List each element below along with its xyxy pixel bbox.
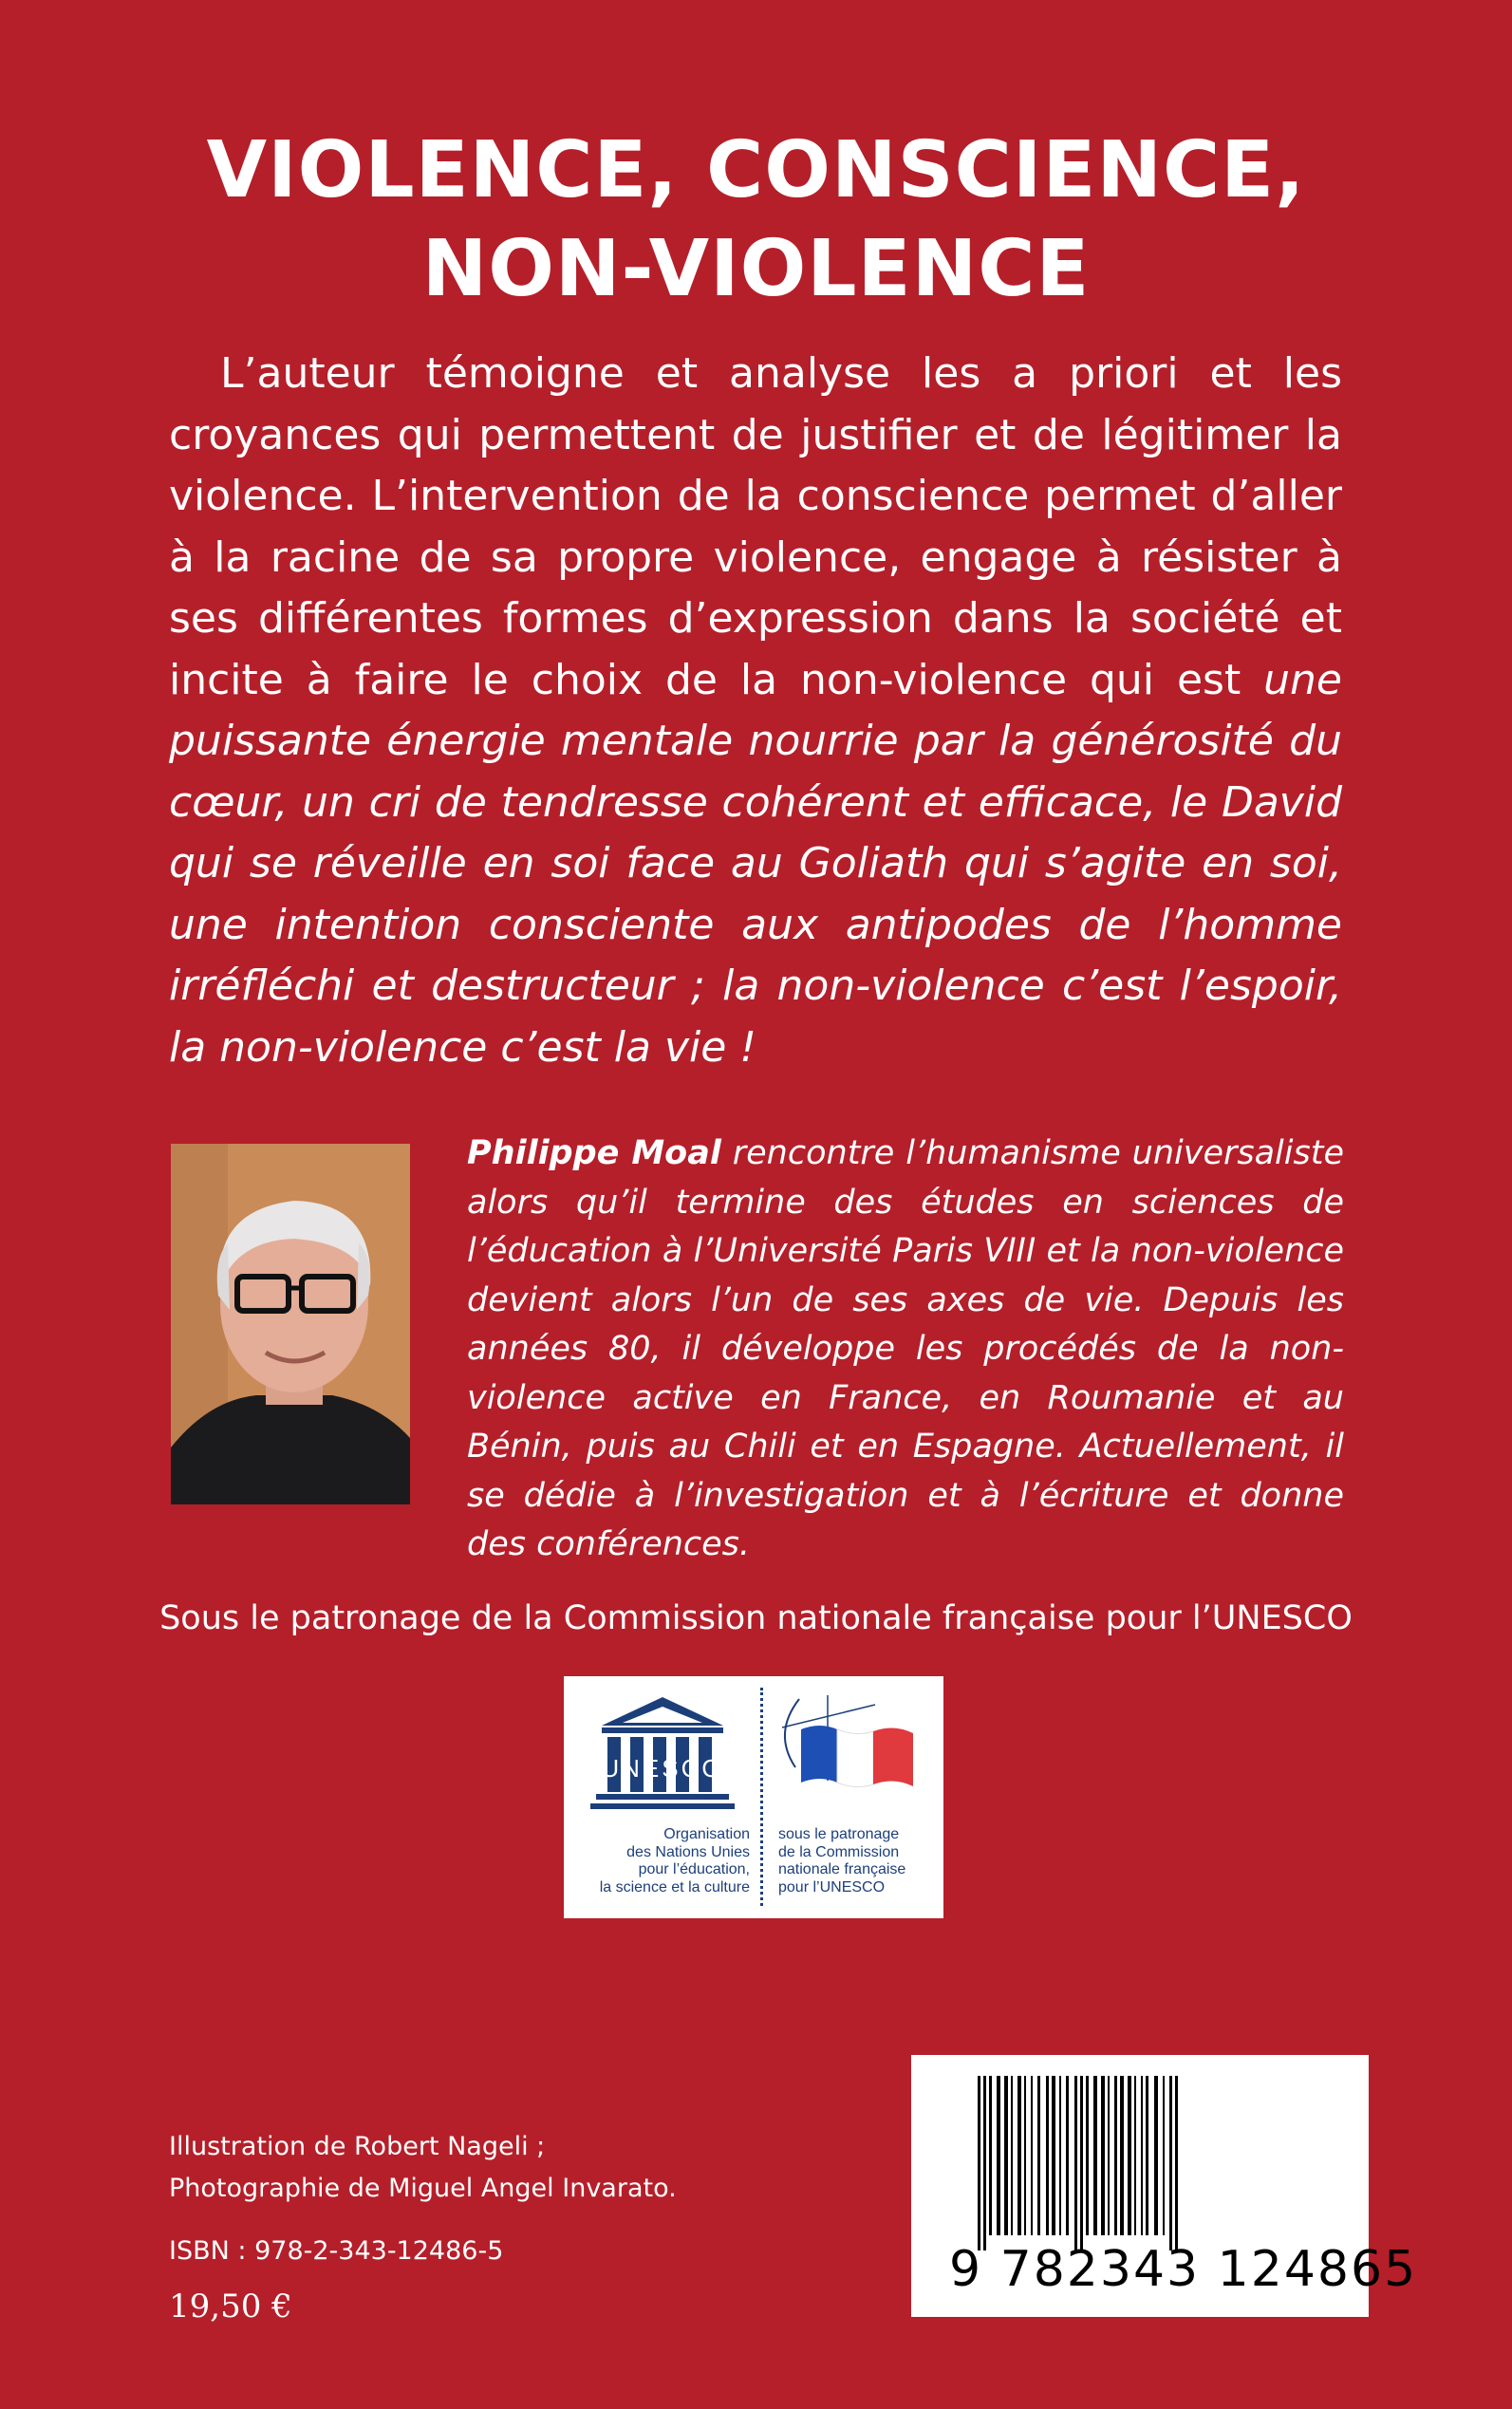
barcode-bar — [978, 2076, 980, 2250]
unesco-logo-lettering: UNESCO — [601, 1754, 724, 1783]
author-portrait-image — [171, 1144, 410, 1504]
blurb-text: L’auteur témoigne et analyse les a priori et les croyances qui permettent de justifier et de légitimer la violence. L’intervention de la conscience permet d’aller à la racine de sa propre violence, engage à résister à ses différentes formes d’expression dans la société et incite à faire le choix de la non-violence qui est — [169, 349, 1342, 704]
barcode-bar — [1134, 2076, 1136, 2235]
title-line-1: VIOLENCE, CONSCIENCE, — [206, 125, 1306, 215]
barcode-bar — [1004, 2076, 1008, 2235]
barcode-bar — [1024, 2076, 1026, 2235]
blurb-quote: une puissante énergie mentale nourrie par la générosité du cœur, un cri de tendresse cohérent et efficace, le David qui se réveille en soi face au Goliath qui s’agite en soi, une intention consciente aux antipodes de l’homme irréfléchi et destructeur ; la non-violence c’est l’espoir, la non-violence c’est la vie ! — [169, 655, 1342, 1072]
french-flag-icon — [761, 1676, 943, 1819]
barcode-bar — [1037, 2076, 1040, 2235]
barcode-bar — [1101, 2076, 1105, 2235]
barcode-bar — [1154, 2076, 1158, 2235]
barcode-bar — [1163, 2076, 1165, 2235]
barcode-bar — [1046, 2076, 1049, 2235]
unesco-caption-line: pour l’éducation, — [638, 1861, 750, 1877]
barcode-bar — [1074, 2076, 1077, 2250]
barcode-bar — [1141, 2076, 1143, 2235]
barcode-bar — [1011, 2076, 1013, 2235]
barcode-bar — [1114, 2076, 1117, 2235]
unesco-caption-line: des Nations Unies — [626, 1843, 750, 1860]
french-caption-line: pour l’UNESCO — [778, 1878, 886, 1895]
french-commission-caption — [778, 1826, 942, 1896]
book-title — [0, 121, 1512, 319]
illustration-credit: Illustration de Robert Nageli ; — [169, 2132, 546, 2161]
barcode-bar — [1059, 2076, 1061, 2235]
author-name: Philippe Moal — [467, 1134, 721, 1172]
barcode-bar — [1128, 2076, 1131, 2235]
barcode-bar — [989, 2076, 992, 2235]
barcode-bar — [1093, 2076, 1097, 2235]
photo-credit: Photographie de Miguel Angel Invarato. — [169, 2174, 677, 2203]
image-credits — [169, 2126, 833, 2210]
title-line-2: NON-VIOLENCE — [421, 224, 1091, 314]
book-blurb — [169, 344, 1342, 1078]
author-photo — [171, 1144, 410, 1504]
barcode-bar — [1080, 2076, 1083, 2250]
unesco-temple-icon — [564, 1676, 761, 1828]
unesco-logo-box — [564, 1676, 943, 1918]
unesco-logo — [564, 1676, 761, 1918]
barcode-bar — [1066, 2076, 1069, 2235]
unesco-caption-line: la science et la culture — [599, 1878, 750, 1895]
barcode-bar — [1017, 2076, 1021, 2235]
barcode-bar — [1146, 2076, 1148, 2235]
barcode-bar — [1086, 2076, 1089, 2235]
barcode-bar — [1169, 2076, 1172, 2250]
french-caption-line: nationale française — [778, 1861, 906, 1877]
barcode-bar — [997, 2076, 1000, 2235]
unesco-caption — [569, 1826, 750, 1896]
price: 19,50 € — [169, 2288, 292, 2325]
barcode-bar — [1108, 2076, 1110, 2235]
isbn: ISBN : 978-2-343-12486-5 — [169, 2236, 504, 2266]
barcode-digits: 9 782343 124865 — [949, 2241, 1418, 2298]
french-caption-line: sous le patronage — [778, 1826, 900, 1842]
author-bio-text: rencontre l’humanisme universaliste alors qu’il termine des études en sciences de l’éducation à l’Université Paris VIII et la non-violence devient alors l’un de ses axes de vie. Depuis les années 80, il développe les procédés de la non-violence active en France, en Roumanie et au Bénin, puis au Chili et en Espagne. Actuellement, il se dédie à l’investigation et à l’écriture et donne des conférences. — [467, 1134, 1344, 1563]
patronage-line: Sous le patronage de la Commission nationale française pour l’UNESCO — [159, 1599, 1353, 1637]
barcode-bar — [1120, 2076, 1124, 2235]
french-caption-line: de la Commission — [778, 1843, 900, 1860]
barcode-box — [911, 2055, 1418, 2317]
french-commission-logo — [761, 1676, 943, 1918]
unesco-caption-line: Organisation — [663, 1826, 750, 1842]
barcode-bar — [1175, 2076, 1178, 2250]
author-bio — [467, 1130, 1344, 1570]
barcode-bar — [1052, 2076, 1055, 2235]
barcode-bar — [1031, 2076, 1033, 2235]
barcode-bar — [983, 2076, 986, 2250]
